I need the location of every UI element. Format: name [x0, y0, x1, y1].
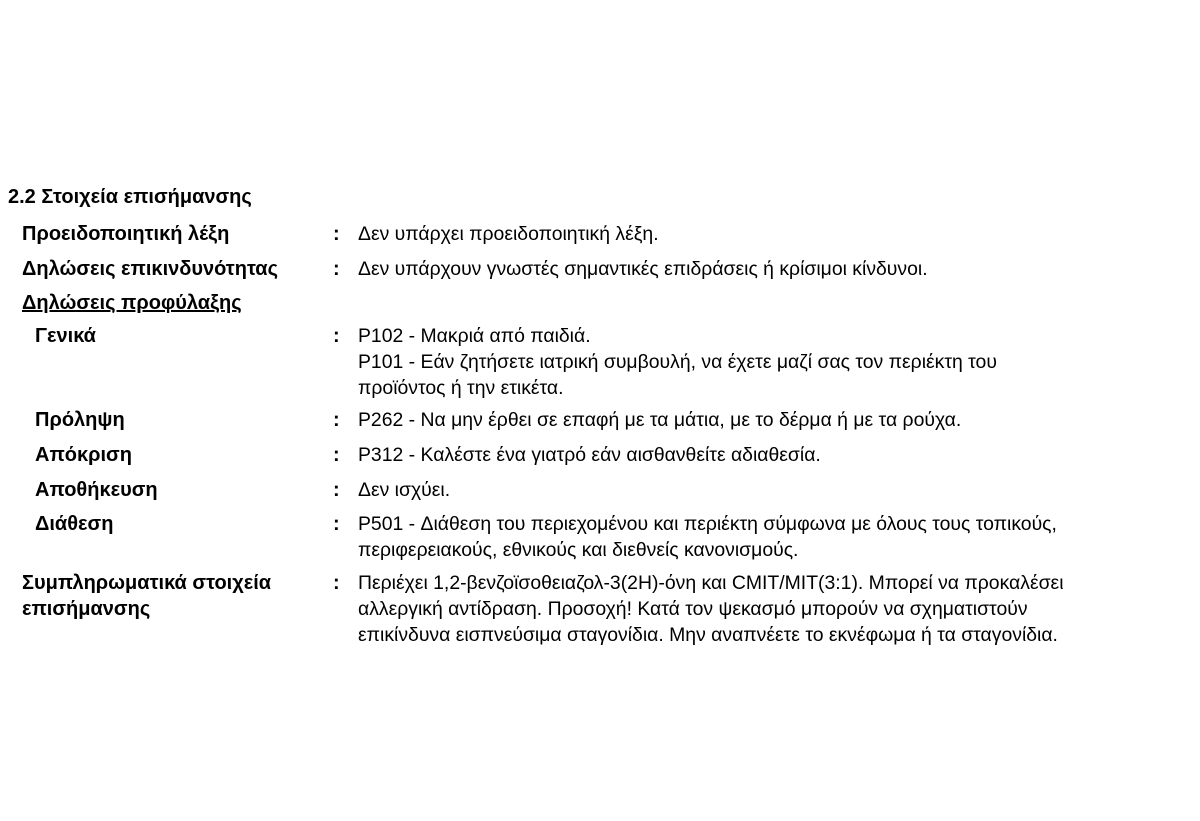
section-title: 2.2 Στοιχεία επισήμανσης	[8, 186, 252, 208]
storage-value: Δεν ισχύει.	[358, 479, 451, 501]
colon-separator: :	[333, 444, 340, 466]
supplemental-value	[358, 570, 1194, 648]
disposal-line: περιφερειακούς, εθνικούς και διεθνείς κανονισμούς.	[358, 539, 799, 561]
colon-separator: :	[333, 409, 340, 431]
prevention-value: P262 - Να μην έρθει σε επαφή με τα μάτια, με το δέρμα ή με τα ρούχα.	[358, 409, 962, 431]
general-line: προϊόντος ή την ετικέτα.	[358, 377, 564, 399]
storage-label: Αποθήκευση	[35, 479, 158, 501]
supplemental-label-line: Συμπληρωματικά στοιχεία	[22, 572, 272, 594]
general-label: Γενικά	[35, 325, 96, 347]
response-value: P312 - Καλέστε ένα γιατρό εάν αισθανθείτε αδιαθεσία.	[358, 444, 821, 466]
hazard-statements-label: Δηλώσεις επικινδυνότητας	[22, 258, 279, 280]
prevention-label: Πρόληψη	[35, 409, 125, 431]
hazard-statements-value: Δεν υπάρχουν γνωστές σημαντικές επιδράσεις ή κρίσιμοι κίνδυνοι.	[358, 258, 928, 280]
colon-separator: :	[333, 572, 340, 594]
supplemental-label-line: επισήμανσης	[22, 598, 151, 620]
general-line: P102 - Μακριά από παιδιά.	[358, 325, 591, 347]
general-line: P101 - Εάν ζητήσετε ιατρική συμβουλή, να έχετε μαζί σας τον περιέκτη του	[358, 351, 997, 373]
supplemental-line: επικίνδυνα εισπνεύσιμα σταγονίδια. Μην αναπνέετε το εκνέφωμα ή τα σταγονίδια.	[358, 624, 1058, 646]
supplemental-line: Περιέχει 1,2-βενζοϊσοθειαζολ-3(2H)-όνη και CMIT/MIT(3:1). Μπορεί να προκαλέσει	[358, 572, 1064, 594]
colon-separator: :	[333, 223, 340, 245]
disposal-line: P501 - Διάθεση του περιεχομένου και περιέκτη σύμφωνα με όλους τους τοπικούς,	[358, 513, 1057, 535]
colon-separator: :	[333, 479, 340, 501]
disposal-label: Διάθεση	[35, 513, 114, 535]
colon-separator: :	[333, 513, 340, 535]
response-label: Απόκριση	[35, 444, 132, 466]
general-value	[358, 323, 1194, 401]
supplemental-line: αλλεργική αντίδραση. Προσοχή! Κατά τον ψεκασμό μπορούν να σχηματιστούν	[358, 598, 1028, 620]
signal-word-label: Προειδοποιητική λέξη	[22, 223, 230, 245]
supplemental-label	[22, 570, 271, 622]
disposal-value	[358, 511, 1194, 563]
precautionary-heading: Δηλώσεις προφύλαξης	[22, 292, 242, 314]
colon-separator: :	[333, 325, 340, 347]
signal-word-value: Δεν υπάρχει προειδοποιητική λέξη.	[358, 223, 659, 245]
colon-separator: :	[333, 258, 340, 280]
